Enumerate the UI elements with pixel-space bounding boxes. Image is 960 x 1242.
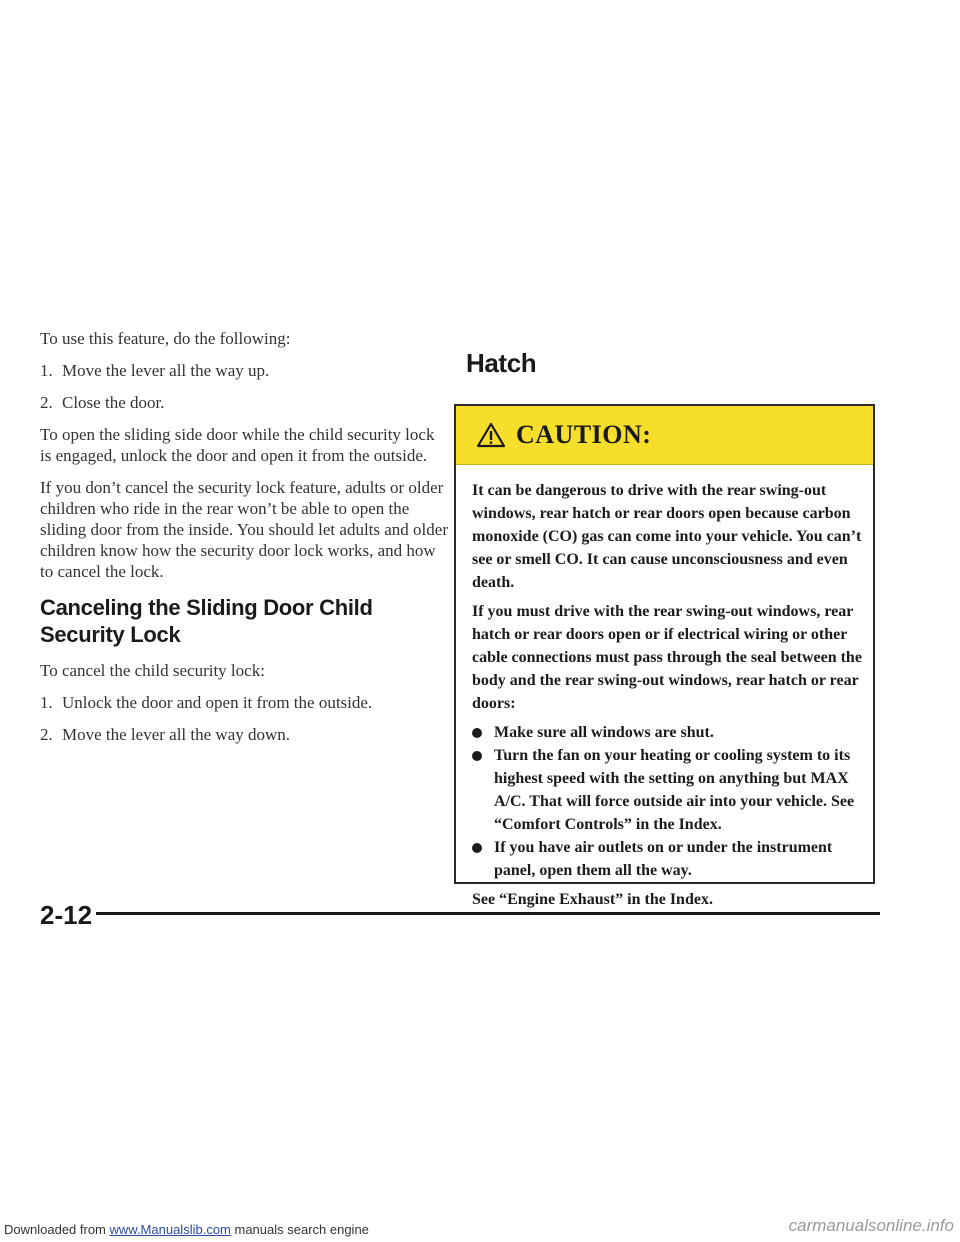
bullet-text: If you have air outlets on or under the instrument panel, open them all the way. [494,839,833,879]
step-number: 2. [40,725,53,744]
bullet-icon [472,728,482,738]
bullet-text: Turn the fan on your heating or cooling system to its highest speed with the setting on anything but MAX A/C. That will force outside air into your vehicle. See “Comfort Controls” in the Index. [494,747,855,833]
step-item [40,360,450,381]
paragraph-cancel-warning: If you don’t cancel the security lock feature, adults or older children who ride in the rear won’t be able to open the sliding door from the inside. You should let adults and older children know how the security door lock works, and how to cancel the lock. [40,478,448,581]
bullet-icon [472,843,482,853]
left-column [40,328,450,756]
caution-box [454,404,875,908]
caution-paragraph: It can be dangerous to drive with the rear swing-out windows, rear hatch or rear doors open because carbon monoxide (CO) gas can come into your vehicle. You can’t see or smell CO. It can cause unconsciousness and even death. [472,482,862,591]
download-watermark [4,1222,369,1237]
manualslib-link[interactable]: www.Manualslib.com [109,1222,231,1237]
step-number: 1. [40,361,53,380]
list-item [472,836,865,882]
section-heading-line: Canceling the Sliding Door Child [40,595,373,620]
step-item [40,724,450,745]
caution-bullet-list [472,721,865,882]
step-item [40,692,450,713]
paragraph-open-door: To open the sliding side door while the child security lock is engaged, unlock the door and open it from the outside. [40,425,435,465]
site-watermark: carmanualsonline.info [788,1216,954,1235]
hatch-heading: Hatch [466,348,537,378]
caution-banner [456,406,873,465]
watermark-prefix: Downloaded from [4,1222,110,1237]
bullet-icon [472,751,482,761]
page-number: 2-12 [40,900,93,930]
step-text: Unlock the door and open it from the outside. [62,693,373,712]
caution-paragraph: If you must drive with the rear swing-out windows, rear hatch or rear doors open or if electrical wiring or other cable connections must pass through the seal between the body and the rear swing-out windows, rear hatch or rear doors: [472,603,862,712]
watermark-suffix: manuals search engine [230,1222,369,1237]
step-text: Move the lever all the way up. [62,361,270,380]
caution-title: CAUTION: [516,420,652,449]
list-item [472,721,865,744]
caution-footer: See “Engine Exhaust” in the Index. [472,891,713,908]
section-heading [40,594,450,648]
intro-text: To use this feature, do the following: [40,329,291,348]
section-heading-line: Security Lock [40,622,181,647]
caution-body [456,465,873,911]
bullet-text: Make sure all windows are shut. [494,724,714,741]
step-number: 2. [40,393,53,412]
warning-triangle-icon [476,422,506,448]
step-item [40,392,450,413]
cancel-intro-text: To cancel the child security lock: [40,661,265,680]
footer-rule [96,912,880,915]
step-text: Move the lever all the way down. [62,725,291,744]
step-number: 1. [40,693,53,712]
list-item [472,744,865,836]
step-text: Close the door. [62,393,165,412]
